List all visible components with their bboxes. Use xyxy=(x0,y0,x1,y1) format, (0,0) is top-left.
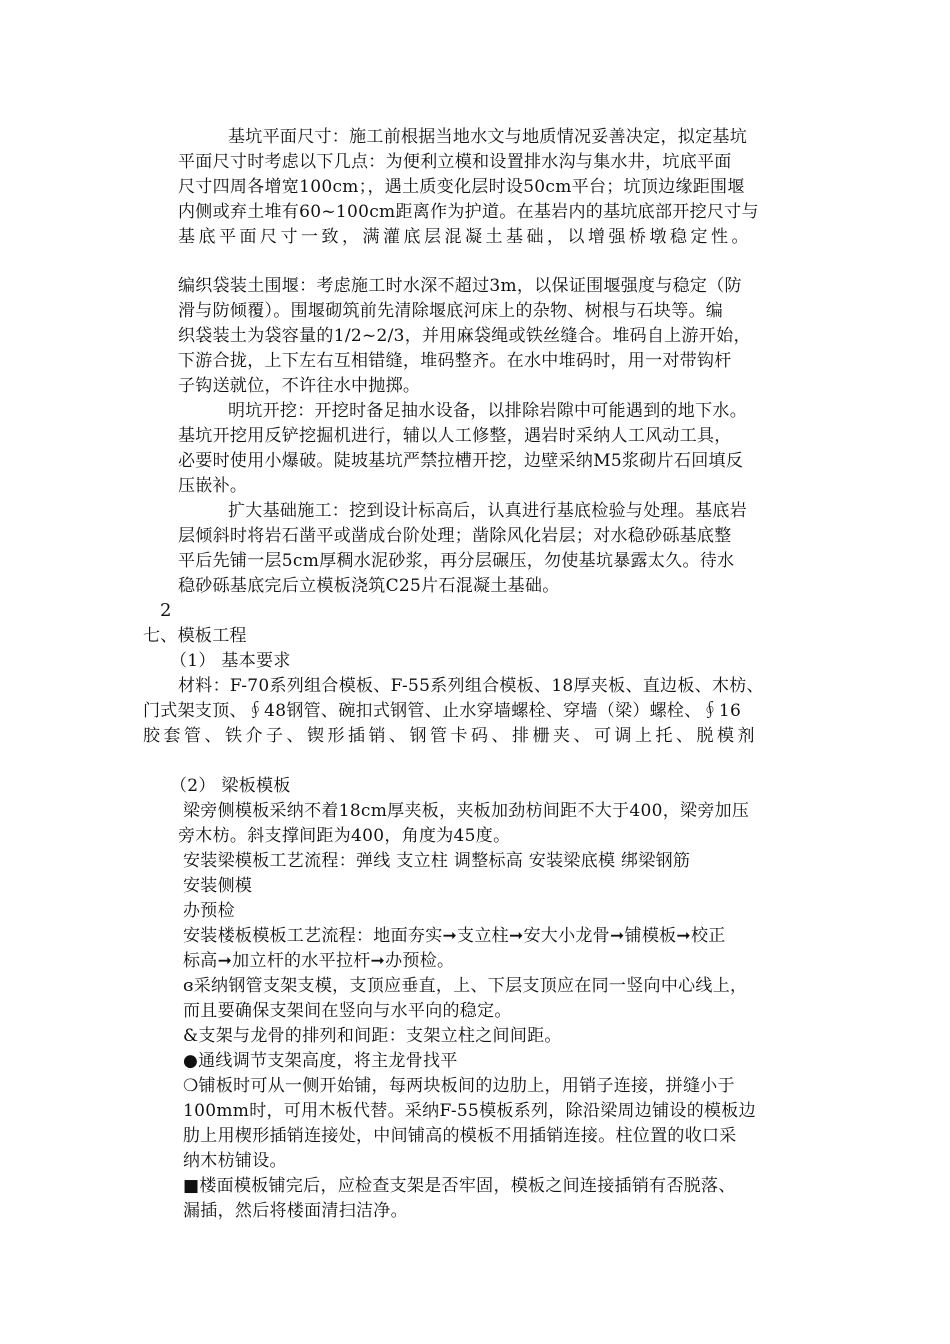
text-line: 滑与防倾覆）。围堰砌筑前先清除堰底河床上的杂物、树根与石块等。编 xyxy=(178,301,724,321)
section-heading: 七、模板工程 xyxy=(143,626,247,646)
text-line: 编织袋装土围堰：考虑施工时水深不超过3m，以保证围堰强度与稳定（防 xyxy=(178,276,742,296)
text-line: 材料：F-70系列组合模板、F-55系列组合模板、18厚夹板、直边板、木枋、 xyxy=(178,676,764,696)
text-line: 层倾斜时将岩石凿平或凿成台阶处理；凿除风化岩层；对水稳砂砾基底整 xyxy=(178,526,732,546)
list-item: 100mm时，可用木板代替。采纳F-55模板系列，除沿梁周边铺设的模板边 xyxy=(183,1101,756,1121)
text-line: 安装楼板模板工艺流程：地面夯实➞支立柱➞安大小龙骨➞铺模板➞校正 xyxy=(183,926,726,946)
list-item: 漏插，然后将楼面清扫洁净。 xyxy=(183,1201,408,1221)
list-item: ɞ采纳钢管支架支模，支顶应垂直，上、下层支顶应在同一竖向中心线上， xyxy=(183,976,748,996)
text-line: 织袋装土为袋容量的1/2~2/3，并用麻袋绳或铁丝缝合。堆码自上游开始， xyxy=(178,326,751,346)
list-item: ❍铺板时可从一侧开始铺，每两块板间的边肋上，用销子连接，拼缝小于 xyxy=(183,1076,735,1096)
text-line: 标高➞加立杆的水平拉杆➞办预检。 xyxy=(183,951,455,971)
text-line: 门式架支顶、∮48钢管、碗扣式钢管、止水穿墙螺栓、穿墙（梁）螺栓、∮16 xyxy=(143,701,742,721)
text-line: 基坑开挖用反铲挖掘机进行，辅以人工修整，遇岩时采纳人工风动工具， xyxy=(178,426,732,446)
list-item: ■楼面模板铺完后，应检查支架是否牢固，模板之间连接插销有否脱落、 xyxy=(183,1176,736,1196)
page-number: 2 xyxy=(160,600,172,621)
subsection-heading: （1） 基本要求 xyxy=(170,651,291,671)
text-line: 胶套管、铁介子、锲形插销、钢管卡码、排栅夹、可调上托、脱模剂 xyxy=(143,726,758,746)
text-line: 明坑开挖：开挖时备足抽水设备，以排除岩隙中可能遇到的地下水。 xyxy=(228,401,747,421)
list-item: ●通线调节支架高度，将主龙骨找平 xyxy=(183,1051,458,1071)
subsection-heading: （2） 梁板模板 xyxy=(170,776,291,796)
text-line: 基底平面尺寸一致，满灌底层混凝土基础，以增强桥墩稳定性。 xyxy=(178,227,752,247)
text-line: 安装梁模板工艺流程：弹线 支立柱 调整标高 安装梁底模 绑梁钢筋 xyxy=(183,851,691,871)
text-line: 平后先铺一层5cm厚稠水泥砂浆，再分层碾压，勿使基坑暴露太久。待水 xyxy=(178,551,735,571)
text-line: 内侧或弃土堆有60~100cm距离作为护道。在基岩内的基坑底部开挖尺寸与 xyxy=(178,202,759,222)
text-line: 梁旁侧模板采纳不着18cm厚夹板，夹板加劲枋间距不大于400，梁旁加压 xyxy=(183,801,750,821)
list-item: &支架与龙骨的排列和间距：支架立柱之间间距。 xyxy=(183,1026,562,1046)
text-line: 压嵌补。 xyxy=(178,476,248,496)
list-item: 而且要确保支架间在竖向与水平向的稳定。 xyxy=(183,1001,512,1021)
list-item: 肋上用楔形插销连接处，中间铺高的模板不用插销连接。柱位置的收口采 xyxy=(183,1126,737,1146)
text-line: 必要时使用小爆破。陡坡基坑严禁拉槽开挖，边壁采纳M5浆砌片石回填反 xyxy=(178,451,744,471)
text-line: 尺寸四周各增宽100cm；，遇土质变化层时设50cm平台；坑顶边缘距围堰 xyxy=(178,177,745,197)
text-line: 办预检 xyxy=(183,901,235,921)
text-line: 平面尺寸时考虑以下几点：为便利立模和设置排水沟与集水井，坑底平面 xyxy=(178,152,732,172)
list-item: 纳木枋铺设。 xyxy=(183,1151,287,1171)
text-line: 基坑平面尺寸：施工前根据当地水文与地质情况妥善决定，拟定基坑 xyxy=(228,127,747,147)
text-line: 旁木枋。斜支撑间距为400，角度为45度。 xyxy=(178,826,511,846)
text-line: 稳砂砾基底完后立模板浇筑C25片石混凝土基础。 xyxy=(178,576,560,596)
text-line: 子钩送就位，不许往水中抛掷。 xyxy=(178,376,421,396)
text-line: 扩大基础施工：挖到设计标高后，认真进行基底检验与处理。基底岩 xyxy=(228,501,747,521)
text-line: 下游合拢，上下左右互相错缝，堆码整齐。在水中堆码时，用一对带钩杆 xyxy=(178,351,732,371)
text-line: 安装侧模 xyxy=(183,876,253,896)
